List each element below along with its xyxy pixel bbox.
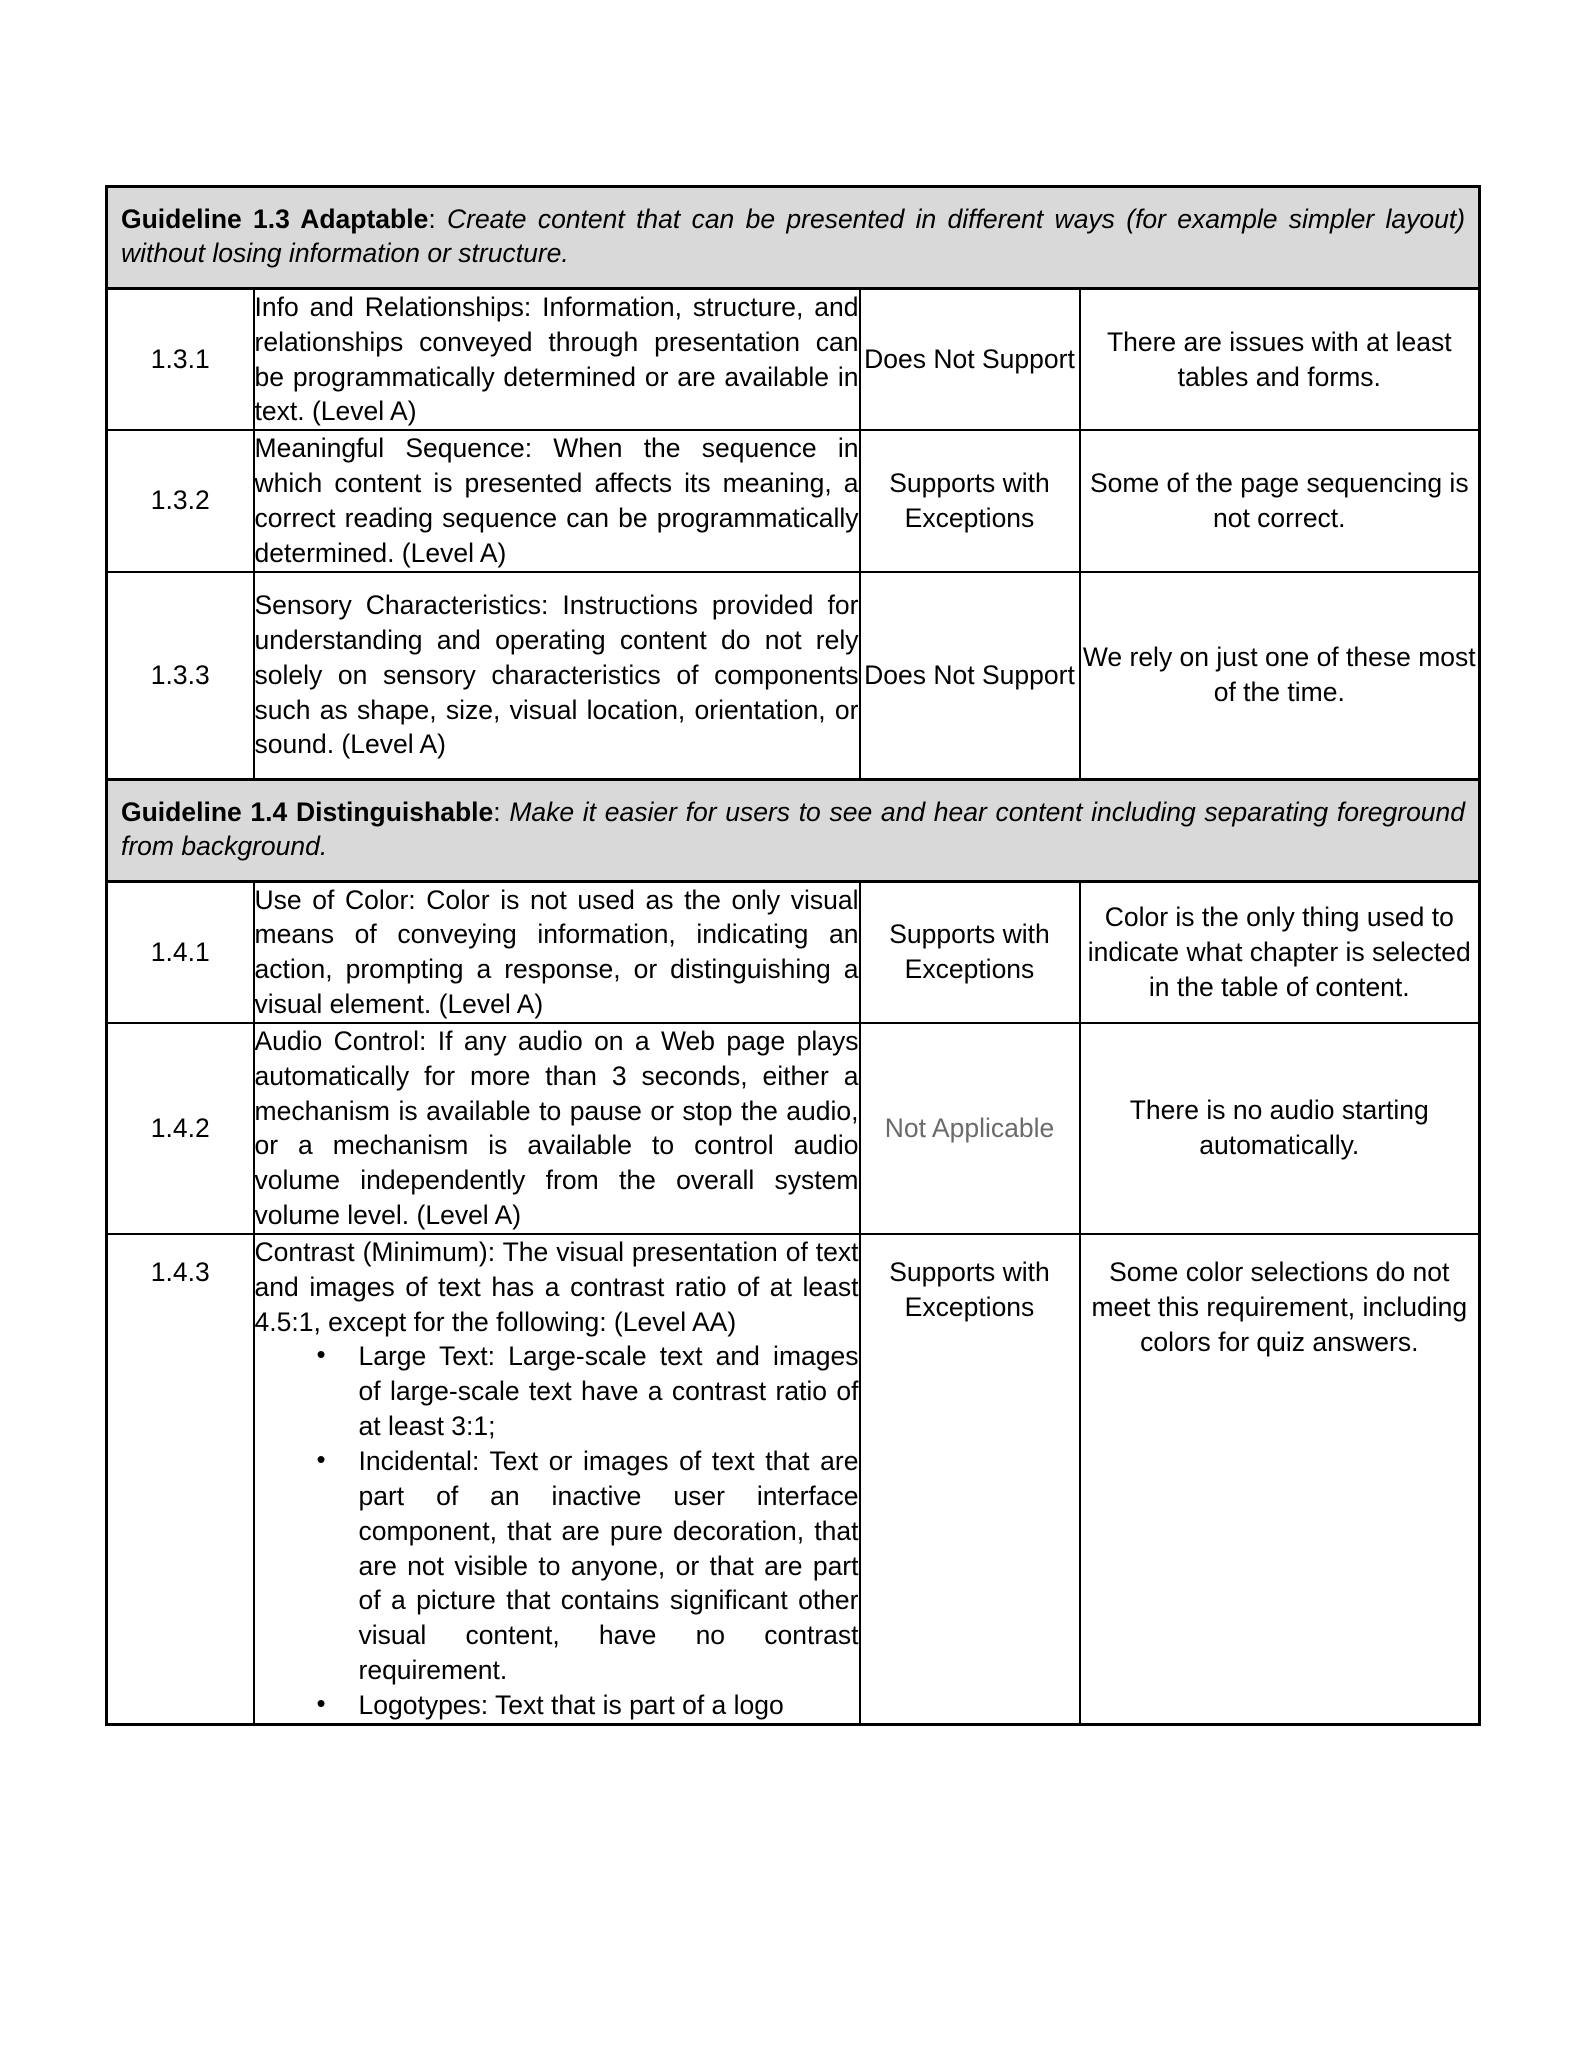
criteria-bullet-list: [255, 1339, 859, 1722]
guideline-label: Guideline 1.3 Adaptable: [121, 204, 429, 234]
guideline-description: Make it easier for users to see and hear content including separating foreground from background.: [121, 796, 1466, 862]
remarks: There are issues with at least tables and forms.: [1080, 288, 1480, 430]
guideline-description: Create content that can be presented in different ways (for example simpler layout) without losing information or structure.: [121, 204, 1466, 269]
guideline-text: [121, 202, 1465, 271]
guideline-colon: :: [428, 204, 447, 234]
criteria-text: [254, 572, 860, 780]
criteria-text: [254, 1023, 860, 1234]
criteria-text: [254, 881, 860, 1023]
table-row: [107, 881, 1480, 1023]
table-row: [107, 430, 1480, 571]
table-row: [107, 1234, 1480, 1724]
conformance-level: Not Applicable: [860, 1023, 1080, 1234]
guideline-colon: :: [493, 796, 510, 827]
list-item: • Incidental: Text or images of text that are part of an inactive user interface component, that are pure decoration, that are not visible to anyone, or that are part of a picture that contains significant other visual content, have no contrast requirement.: [317, 1444, 859, 1688]
criteria-text: [254, 430, 860, 571]
guideline-label: Guideline 1.4 Distinguishable: [121, 796, 494, 827]
criteria-text: [254, 1234, 860, 1724]
criteria-id: 1.4.1: [107, 881, 254, 1023]
criteria-paragraph: Contrast (Minimum): The visual presentation of text and images of text has a contrast ratio of at least 4.5:1, except for the following: (Level AA): [254, 1236, 859, 1337]
conformance-level: Does Not Support: [860, 572, 1080, 780]
guideline-header-cell: [107, 779, 1480, 881]
conformance-level: Supports with Exceptions: [860, 430, 1080, 571]
criteria-id: 1.3.3: [107, 572, 254, 780]
table-row: [107, 1023, 1480, 1234]
criteria-id: 1.3.1: [107, 288, 254, 430]
remarks: Some color selections do not meet this requirement, including colors for quiz answers.: [1080, 1234, 1480, 1724]
criteria-paragraph: Sensory Characteristics: Instructions provided for understanding and operating content do not rely solely on sensory characteristics of components such as shape, size, visual location, orientation, or sound. (Level A): [254, 590, 859, 760]
guideline-header-cell: [107, 187, 1480, 289]
criteria-paragraph: Audio Control: If any audio on a Web page plays automatically for more than 3 seconds, either a mechanism is available to pause or stop the audio, or a mechanism is available to control audio volume independently from the overall system volume level. (Level A): [254, 1025, 859, 1231]
guideline-header-row: [107, 187, 1480, 289]
conformance-level: Supports with Exceptions: [860, 881, 1080, 1023]
remarks: Color is the only thing used to indicate what chapter is selected in the table of content.: [1080, 881, 1480, 1023]
remarks: There is no audio starting automatically.: [1080, 1023, 1480, 1234]
criteria-id: 1.4.3: [107, 1234, 254, 1724]
criteria-paragraph: Meaningful Sequence: When the sequence in which content is presented affects its meaning, a correct reading sequence can be programmatically determined. (Level A): [254, 433, 859, 568]
remarks: We rely on just one of these most of the time.: [1080, 572, 1480, 780]
table-row: [107, 572, 1480, 780]
list-item: • Logotypes: Text that is part of a logo: [317, 1688, 859, 1723]
criteria-paragraph: Use of Color: Color is not used as the only visual means of conveying information, indicating an action, prompting a response, or distinguishing a visual element. (Level A): [254, 884, 859, 1020]
table-row: [107, 288, 1480, 430]
criteria-paragraph: Info and Relationships: Information, structure, and relationships conveyed through presentation can be programmatically determined or are available in text. (Level A): [254, 291, 859, 427]
criteria-id: 1.3.2: [107, 430, 254, 571]
accessibility-conformance-table: [105, 185, 1481, 1726]
criteria-text: [254, 288, 860, 430]
guideline-header-row: [107, 779, 1480, 881]
criteria-id: 1.4.2: [107, 1023, 254, 1234]
guideline-text: [121, 795, 1465, 864]
list-item: • Large Text: Large-scale text and images of large-scale text have a contrast ratio of at least 3:1;: [317, 1339, 859, 1444]
conformance-level: Does Not Support: [860, 288, 1080, 430]
conformance-level: Supports with Exceptions: [860, 1234, 1080, 1724]
remarks: Some of the page sequencing is not correct.: [1080, 430, 1480, 571]
